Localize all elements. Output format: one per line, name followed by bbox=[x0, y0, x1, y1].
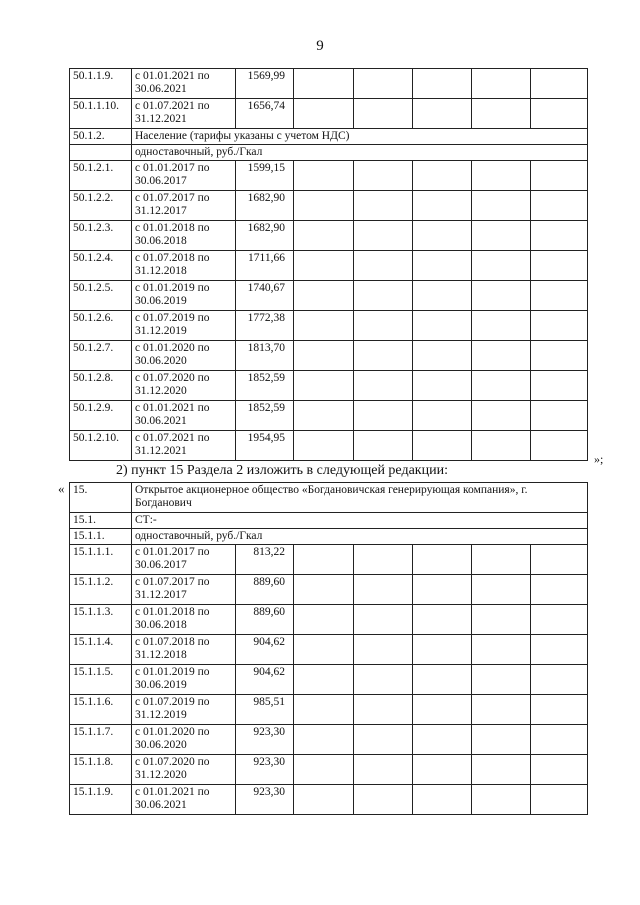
empty-cell bbox=[531, 575, 588, 605]
empty-cell bbox=[413, 785, 472, 815]
empty-cell bbox=[531, 431, 588, 461]
empty-cell bbox=[531, 695, 588, 725]
empty-cell bbox=[531, 161, 588, 191]
empty-cell bbox=[472, 69, 531, 99]
empty-cell bbox=[472, 401, 531, 431]
tariff-value-cell: 1682,90 bbox=[236, 191, 294, 221]
period-cell: с 01.07.2020 по 31.12.2020 bbox=[132, 371, 236, 401]
item-number-cell: 50.1.2.3. bbox=[70, 221, 132, 251]
empty-cell bbox=[413, 281, 472, 311]
period-cell: с 01.01.2017 по 30.06.2017 bbox=[132, 161, 236, 191]
empty-cell bbox=[531, 725, 588, 755]
empty-cell bbox=[294, 575, 354, 605]
table-row bbox=[70, 341, 588, 371]
empty-cell bbox=[294, 99, 354, 129]
item-number-cell: 15.1. bbox=[70, 513, 132, 529]
empty-cell bbox=[294, 695, 354, 725]
empty-cell bbox=[354, 431, 413, 461]
tariff-value-cell: 1772,38 bbox=[236, 311, 294, 341]
empty-cell bbox=[294, 665, 354, 695]
empty-cell bbox=[531, 371, 588, 401]
empty-cell bbox=[472, 725, 531, 755]
empty-cell bbox=[294, 725, 354, 755]
empty-cell bbox=[354, 755, 413, 785]
empty-cell bbox=[354, 191, 413, 221]
item-number-cell: 15.1.1.7. bbox=[70, 725, 132, 755]
closing-quote: »; bbox=[594, 452, 604, 466]
empty-cell bbox=[354, 665, 413, 695]
empty-cell bbox=[413, 545, 472, 575]
table-row bbox=[70, 635, 588, 665]
table-row bbox=[70, 529, 588, 545]
period-cell: с 01.07.2020 по 31.12.2020 bbox=[132, 755, 236, 785]
table-row bbox=[70, 371, 588, 401]
table-row bbox=[70, 545, 588, 575]
empty-cell bbox=[472, 605, 531, 635]
empty-cell bbox=[472, 755, 531, 785]
item-number-cell bbox=[70, 145, 132, 161]
empty-cell bbox=[294, 221, 354, 251]
table-row bbox=[70, 281, 588, 311]
item-number-cell: 15.1.1.1. bbox=[70, 545, 132, 575]
tariff-value-cell: 1852,59 bbox=[236, 401, 294, 431]
empty-cell bbox=[531, 605, 588, 635]
empty-cell bbox=[294, 371, 354, 401]
table-row bbox=[70, 755, 588, 785]
item-number-cell: 15.1.1.8. bbox=[70, 755, 132, 785]
tariff-value-cell: 1682,90 bbox=[236, 221, 294, 251]
empty-cell bbox=[413, 725, 472, 755]
table-row bbox=[70, 725, 588, 755]
table-row bbox=[70, 513, 588, 529]
tariff-value-cell: 923,30 bbox=[236, 755, 294, 785]
empty-cell bbox=[354, 575, 413, 605]
tariff-value-cell: 904,62 bbox=[236, 635, 294, 665]
item-number-cell: 50.1.2.10. bbox=[70, 431, 132, 461]
empty-cell bbox=[472, 371, 531, 401]
empty-cell bbox=[354, 371, 413, 401]
empty-cell bbox=[413, 401, 472, 431]
tariff-value-cell: 1711,66 bbox=[236, 251, 294, 281]
period-cell: с 01.07.2018 по 31.12.2018 bbox=[132, 251, 236, 281]
section-text-cell: одноставочный, руб./Гкал bbox=[132, 145, 588, 161]
empty-cell bbox=[294, 545, 354, 575]
tariff-value-cell: 1813,70 bbox=[236, 341, 294, 371]
item-number-cell: 50.1.2.1. bbox=[70, 161, 132, 191]
empty-cell bbox=[472, 575, 531, 605]
empty-cell bbox=[531, 69, 588, 99]
item-number-cell: 50.1.2.8. bbox=[70, 371, 132, 401]
tariff-value-cell: 889,60 bbox=[236, 605, 294, 635]
table-row bbox=[70, 665, 588, 695]
empty-cell bbox=[354, 311, 413, 341]
empty-cell bbox=[472, 99, 531, 129]
empty-cell bbox=[472, 545, 531, 575]
item-number-cell: 50.1.1.10. bbox=[70, 99, 132, 129]
item-number-cell: 50.1.2. bbox=[70, 129, 132, 145]
empty-cell bbox=[472, 311, 531, 341]
empty-cell bbox=[531, 251, 588, 281]
tariff-value-cell: 1740,67 bbox=[236, 281, 294, 311]
empty-cell bbox=[354, 785, 413, 815]
empty-cell bbox=[413, 371, 472, 401]
empty-cell bbox=[413, 161, 472, 191]
table-row bbox=[70, 145, 588, 161]
empty-cell bbox=[294, 281, 354, 311]
empty-cell bbox=[354, 341, 413, 371]
tariff-table-2 bbox=[69, 482, 588, 815]
empty-cell bbox=[294, 785, 354, 815]
table-row bbox=[70, 605, 588, 635]
empty-cell bbox=[531, 341, 588, 371]
empty-cell bbox=[472, 341, 531, 371]
tariff-value-cell: 889,60 bbox=[236, 575, 294, 605]
empty-cell bbox=[413, 755, 472, 785]
empty-cell bbox=[413, 69, 472, 99]
period-cell: с 01.01.2018 по 30.06.2018 bbox=[132, 605, 236, 635]
empty-cell bbox=[413, 221, 472, 251]
tariff-value-cell: 1656,74 bbox=[236, 99, 294, 129]
tariff-table-1 bbox=[69, 68, 588, 461]
empty-cell bbox=[354, 69, 413, 99]
opening-quote: « bbox=[58, 481, 65, 496]
period-cell: с 01.07.2019 по 31.12.2019 bbox=[132, 695, 236, 725]
empty-cell bbox=[472, 251, 531, 281]
period-cell: с 01.07.2017 по 31.12.2017 bbox=[132, 575, 236, 605]
table-row bbox=[70, 221, 588, 251]
empty-cell bbox=[413, 99, 472, 129]
item-number-cell: 15.1.1.2. bbox=[70, 575, 132, 605]
period-cell: с 01.01.2019 по 30.06.2019 bbox=[132, 665, 236, 695]
empty-cell bbox=[472, 161, 531, 191]
period-cell: с 01.01.2020 по 30.06.2020 bbox=[132, 725, 236, 755]
empty-cell bbox=[413, 341, 472, 371]
empty-cell bbox=[294, 431, 354, 461]
item-number-cell: 50.1.2.2. bbox=[70, 191, 132, 221]
item-number-cell: 15. bbox=[70, 483, 132, 513]
section-text-cell: Открытое акционерное общество «Богдановичская генерирующая компания», г. Богданович bbox=[132, 483, 588, 513]
period-cell: с 01.07.2019 по 31.12.2019 bbox=[132, 311, 236, 341]
empty-cell bbox=[531, 401, 588, 431]
empty-cell bbox=[294, 161, 354, 191]
table-row bbox=[70, 483, 588, 513]
item-number-cell: 15.1.1.5. bbox=[70, 665, 132, 695]
table-row bbox=[70, 311, 588, 341]
table-row bbox=[70, 69, 588, 99]
table-row bbox=[70, 401, 588, 431]
empty-cell bbox=[531, 221, 588, 251]
period-cell: с 01.07.2021 по 31.12.2021 bbox=[132, 99, 236, 129]
empty-cell bbox=[531, 755, 588, 785]
item-number-cell: 50.1.1.9. bbox=[70, 69, 132, 99]
table-row bbox=[70, 191, 588, 221]
period-cell: с 01.01.2020 по 30.06.2020 bbox=[132, 341, 236, 371]
item-number-cell: 15.1.1.3. bbox=[70, 605, 132, 635]
period-cell: с 01.07.2018 по 31.12.2018 bbox=[132, 635, 236, 665]
empty-cell bbox=[294, 635, 354, 665]
empty-cell bbox=[531, 785, 588, 815]
tariff-value-cell: 923,30 bbox=[236, 785, 294, 815]
empty-cell bbox=[413, 605, 472, 635]
empty-cell bbox=[413, 311, 472, 341]
empty-cell bbox=[354, 221, 413, 251]
empty-cell bbox=[354, 725, 413, 755]
item-number-cell: 15.1.1.9. bbox=[70, 785, 132, 815]
empty-cell bbox=[354, 605, 413, 635]
empty-cell bbox=[472, 785, 531, 815]
tariff-value-cell: 1599,15 bbox=[236, 161, 294, 191]
section-text-cell: одноставочный, руб./Гкал bbox=[132, 529, 588, 545]
empty-cell bbox=[413, 575, 472, 605]
table-row bbox=[70, 785, 588, 815]
item-number-cell: 50.1.2.7. bbox=[70, 341, 132, 371]
empty-cell bbox=[531, 281, 588, 311]
empty-cell bbox=[294, 191, 354, 221]
tariff-value-cell: 1569,99 bbox=[236, 69, 294, 99]
empty-cell bbox=[354, 545, 413, 575]
item-number-cell: 15.1.1. bbox=[70, 529, 132, 545]
tariff-value-cell: 923,30 bbox=[236, 725, 294, 755]
period-cell: с 01.07.2021 по 31.12.2021 bbox=[132, 431, 236, 461]
tariff-value-cell: 813,22 bbox=[236, 545, 294, 575]
tariff-value-cell: 985,51 bbox=[236, 695, 294, 725]
empty-cell bbox=[472, 635, 531, 665]
empty-cell bbox=[531, 635, 588, 665]
empty-cell bbox=[294, 69, 354, 99]
empty-cell bbox=[354, 161, 413, 191]
item-number-cell: 50.1.2.4. bbox=[70, 251, 132, 281]
empty-cell bbox=[472, 221, 531, 251]
empty-cell bbox=[354, 635, 413, 665]
empty-cell bbox=[354, 281, 413, 311]
empty-cell bbox=[531, 665, 588, 695]
empty-cell bbox=[413, 191, 472, 221]
empty-cell bbox=[531, 311, 588, 341]
empty-cell bbox=[472, 695, 531, 725]
table-row bbox=[70, 161, 588, 191]
tariff-value-cell: 1954,95 bbox=[236, 431, 294, 461]
section-text-cell: СТ:- bbox=[132, 513, 588, 529]
table-row bbox=[70, 431, 588, 461]
period-cell: с 01.01.2019 по 30.06.2019 bbox=[132, 281, 236, 311]
section-text-cell: Население (тарифы указаны с учетом НДС) bbox=[132, 129, 588, 145]
amendment-heading: 2) пункт 15 Раздела 2 изложить в следующей редакции: bbox=[116, 463, 448, 478]
item-number-cell: 50.1.2.6. bbox=[70, 311, 132, 341]
empty-cell bbox=[413, 635, 472, 665]
tariff-value-cell: 904,62 bbox=[236, 665, 294, 695]
period-cell: с 01.01.2021 по 30.06.2021 bbox=[132, 401, 236, 431]
tariff-value-cell: 1852,59 bbox=[236, 371, 294, 401]
page-number: 9 bbox=[316, 38, 324, 54]
table-row bbox=[70, 695, 588, 725]
empty-cell bbox=[472, 281, 531, 311]
table-row bbox=[70, 575, 588, 605]
period-cell: с 01.01.2021 по 30.06.2021 bbox=[132, 69, 236, 99]
item-number-cell: 50.1.2.9. bbox=[70, 401, 132, 431]
empty-cell bbox=[413, 665, 472, 695]
item-number-cell: 50.1.2.5. bbox=[70, 281, 132, 311]
item-number-cell: 15.1.1.4. bbox=[70, 635, 132, 665]
empty-cell bbox=[354, 401, 413, 431]
empty-cell bbox=[531, 99, 588, 129]
empty-cell bbox=[354, 695, 413, 725]
table-row bbox=[70, 99, 588, 129]
period-cell: с 01.01.2018 по 30.06.2018 bbox=[132, 221, 236, 251]
empty-cell bbox=[472, 431, 531, 461]
empty-cell bbox=[413, 431, 472, 461]
empty-cell bbox=[294, 341, 354, 371]
empty-cell bbox=[354, 251, 413, 281]
table-row bbox=[70, 129, 588, 145]
empty-cell bbox=[531, 545, 588, 575]
empty-cell bbox=[472, 191, 531, 221]
empty-cell bbox=[294, 605, 354, 635]
empty-cell bbox=[472, 665, 531, 695]
empty-cell bbox=[531, 191, 588, 221]
empty-cell bbox=[294, 755, 354, 785]
item-number-cell: 15.1.1.6. bbox=[70, 695, 132, 725]
empty-cell bbox=[413, 251, 472, 281]
empty-cell bbox=[294, 311, 354, 341]
empty-cell bbox=[294, 251, 354, 281]
empty-cell bbox=[294, 401, 354, 431]
empty-cell bbox=[413, 695, 472, 725]
period-cell: с 01.01.2021 по 30.06.2021 bbox=[132, 785, 236, 815]
period-cell: с 01.01.2017 по 30.06.2017 bbox=[132, 545, 236, 575]
empty-cell bbox=[354, 99, 413, 129]
table-row bbox=[70, 251, 588, 281]
period-cell: с 01.07.2017 по 31.12.2017 bbox=[132, 191, 236, 221]
